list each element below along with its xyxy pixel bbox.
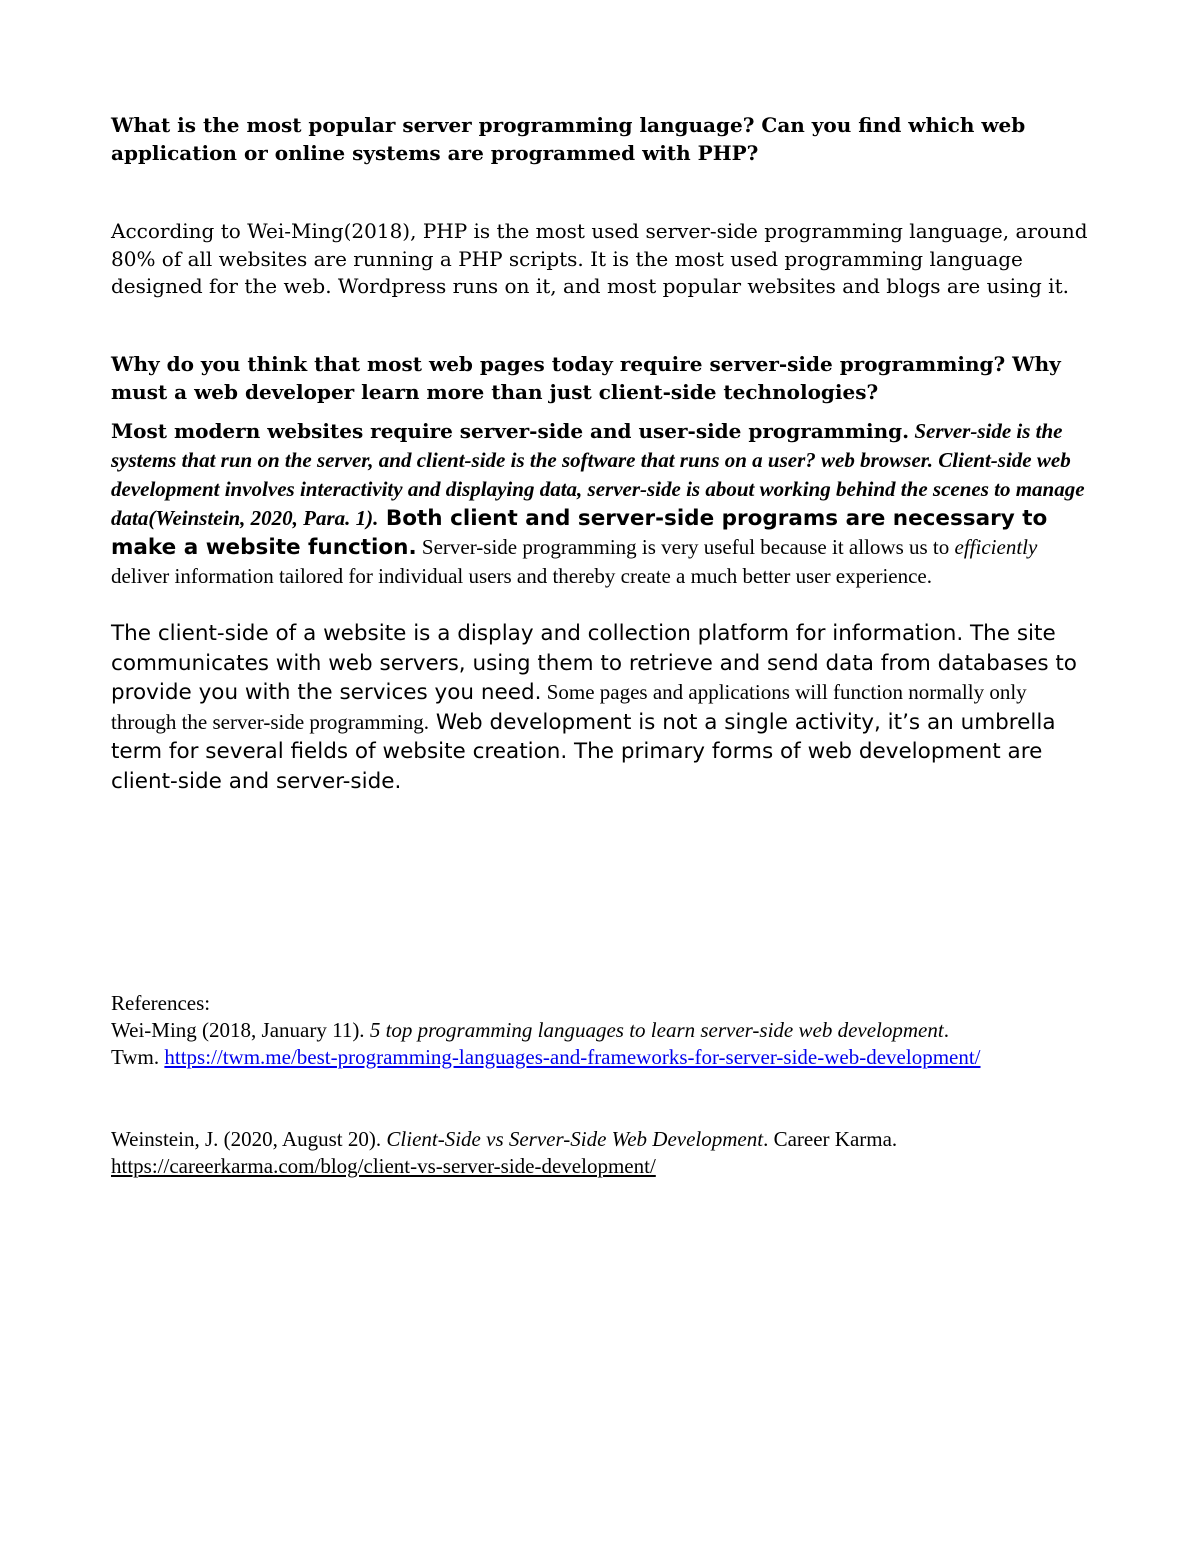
answer-2: [111, 418, 1096, 592]
answer-2-rest-after: deliver information tailored for individual users and thereby create a much better user experience.: [111, 564, 932, 588]
reference-2-title: Client-Side vs Server-Side Web Development: [386, 1127, 764, 1151]
reference-2-period: .: [763, 1127, 774, 1151]
answer-2-lead: Most modern websites require server-side and user-side programming.: [111, 419, 910, 443]
question-1: What is the most popular server programming language? Can you find which web application or online systems are programmed with PHP?: [111, 113, 1026, 165]
reference-1-title: 5 top programming languages to learn server-side web development: [369, 1018, 944, 1042]
answer-3-part-3: Web development is not a single activity, it’s an umbrella term for several fields of website creation. The primary forms of web development are client-side and server-side.: [111, 709, 1056, 794]
reference-1-author: Wei-Ming (2018, January 11).: [111, 1018, 370, 1042]
question-2: Why do you think that most web pages today require server-side programming? Why must a web developer learn more than just client-side technologies?: [111, 352, 1061, 404]
reference-2: [111, 1126, 1096, 1180]
references-heading: References:: [111, 991, 211, 1015]
answer-2-rest-before: Server-side programming is very useful because it allows us to: [416, 535, 955, 559]
references-section: [111, 990, 1096, 1071]
reference-1-publisher: Twm.: [111, 1045, 165, 1069]
answer-2-emphasis: Both client and server-side programs are necessary to make a website function.: [111, 506, 1048, 560]
reference-2-author: Weinstein, J. (2020, August 20).: [111, 1127, 387, 1151]
reference-1-period: .: [943, 1018, 949, 1042]
reference-2-publisher: Career Karma.: [773, 1127, 898, 1151]
answer-3-part-2: Some pages and applications will function normally only through the server-side programming.: [111, 680, 1027, 734]
answer-3: [111, 620, 1096, 797]
answer-2-rest-italic: efficiently: [954, 535, 1038, 559]
answer-2-quote: Server-side is the systems that run on the server, and client-side is the software that runs on a user? web browser. Client-side web development involves interactivity and displaying data, server-side is about working behind the scenes to manage data(Weinstein, 2020, Para. 1).: [111, 419, 1085, 530]
answer-3-part-1: The client-side of a website is a display and collection platform for information. The site communicates with web servers, using them to retrieve and send data from databases to provide you with the services you need.: [111, 621, 1077, 705]
answer-1: According to Wei-Ming(2018), PHP is the most used server-side programming language, around 80% of all websites are running a PHP scripts. It is the most used programming language designed for the web. Wordpress runs on it, and most popular websites and blogs are using it.: [111, 219, 1088, 298]
reference-1-url-link[interactable]: https://twm.me/best-programming-languages-and-frameworks-for-server-side-web-development/: [164, 1045, 981, 1069]
reference-1: [111, 1017, 1096, 1071]
reference-2-url-link[interactable]: https://careerkarma.com/blog/client-vs-server-side-development/: [111, 1154, 656, 1178]
